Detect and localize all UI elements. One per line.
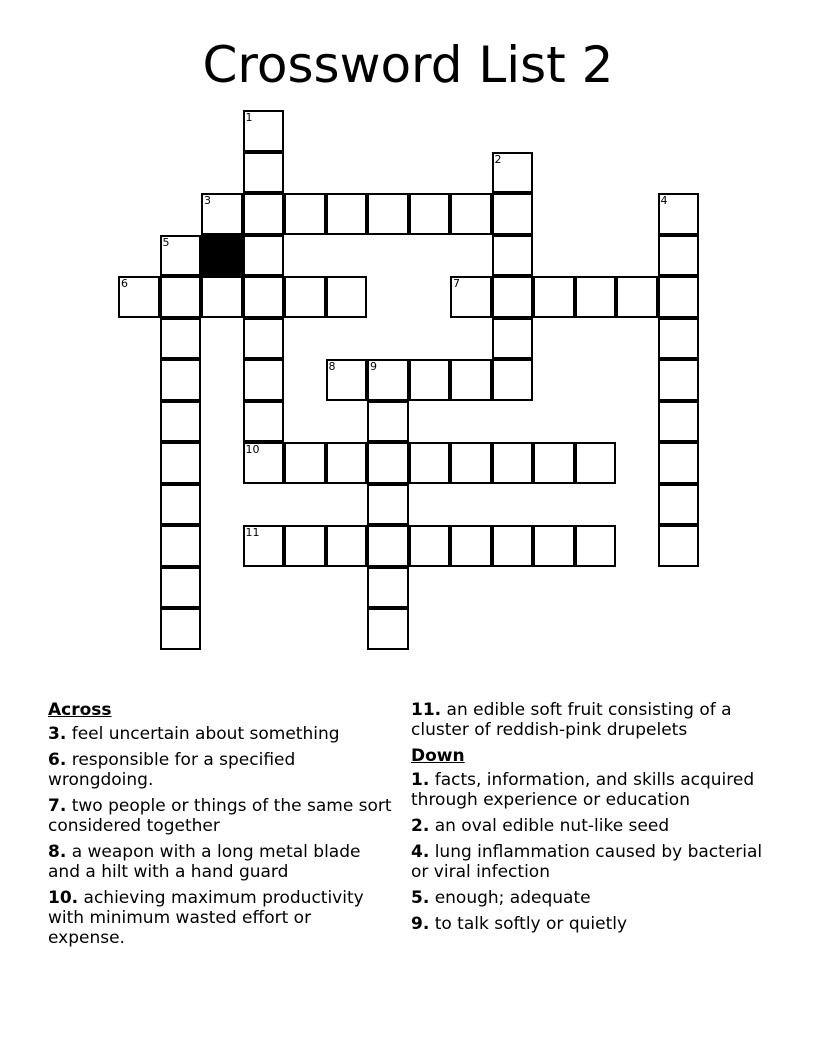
grid-cell[interactable] [450, 359, 492, 401]
clue-down-2 [411, 816, 776, 836]
grid-cell[interactable] [160, 401, 202, 443]
grid-cell[interactable] [616, 276, 658, 318]
grid-cell[interactable] [658, 276, 700, 318]
clue-text: feel uncertain about something [71, 724, 340, 744]
grid-cell[interactable] [492, 318, 534, 360]
grid-cell[interactable] [243, 276, 285, 318]
grid-cell[interactable] [326, 193, 368, 235]
grid-cell[interactable] [450, 442, 492, 484]
clue-across-3 [48, 724, 393, 744]
cell-number: 1 [245, 111, 253, 124]
cell-number: 10 [245, 443, 260, 456]
across-heading: Across [48, 700, 112, 720]
clue-text: an oval edible nut-like seed [434, 816, 670, 836]
grid-cell[interactable] [326, 359, 368, 401]
grid-cell[interactable] [492, 442, 534, 484]
grid-cell[interactable] [284, 276, 326, 318]
grid-cell[interactable] [326, 276, 368, 318]
grid-cell[interactable] [243, 442, 285, 484]
black-cell [201, 235, 243, 277]
cell-number: 6 [121, 277, 128, 290]
grid-cell[interactable] [160, 235, 202, 277]
clue-number: 11. [411, 700, 442, 720]
grid-cell[interactable] [492, 525, 534, 567]
cell-number: 7 [453, 277, 460, 290]
clue-text: lung inflammation caused by bacterial or viral infection [411, 842, 763, 882]
grid-cell[interactable] [533, 525, 575, 567]
clue-across-7 [48, 796, 393, 836]
grid-cell[interactable] [367, 442, 409, 484]
clue-number: 6. [48, 750, 67, 770]
grid-cell[interactable] [160, 608, 202, 650]
grid-cell[interactable] [575, 525, 617, 567]
grid-cell[interactable] [658, 359, 700, 401]
clue-number: 8. [48, 842, 67, 862]
clue-number: 1. [411, 770, 430, 790]
grid-cell[interactable] [201, 193, 243, 235]
grid-cell[interactable] [160, 442, 202, 484]
grid-cell[interactable] [533, 276, 575, 318]
clue-text: achieving maximum productivity with minimum wasted effort or expense. [48, 888, 364, 948]
grid-cell[interactable] [658, 442, 700, 484]
grid-cell[interactable] [243, 525, 285, 567]
clue-text: two people or things of the same sort considered together [48, 796, 392, 836]
clue-number: 4. [411, 842, 430, 862]
grid-cell[interactable] [658, 318, 700, 360]
clue-number: 9. [411, 914, 430, 934]
grid-cell[interactable] [367, 484, 409, 526]
clue-across-8 [48, 842, 393, 882]
grid-cell[interactable] [160, 525, 202, 567]
clue-number: 10. [48, 888, 79, 908]
clues-left-column [48, 700, 393, 954]
grid-cell[interactable] [492, 193, 534, 235]
clue-text: facts, information, and skills acquired through experience or education [411, 770, 755, 810]
grid-cell[interactable] [575, 442, 617, 484]
grid-cell[interactable] [575, 276, 617, 318]
grid-cell[interactable] [243, 401, 285, 443]
grid-cell[interactable] [243, 235, 285, 277]
grid-cell[interactable] [367, 193, 409, 235]
grid-cell[interactable] [243, 110, 285, 152]
clue-text: a weapon with a long metal blade and a hilt with a hand guard [48, 842, 361, 882]
grid-cell[interactable] [450, 193, 492, 235]
page-title: Crossword List 2 [202, 36, 614, 94]
cell-number: 8 [328, 360, 336, 373]
grid-cell[interactable] [326, 525, 368, 567]
grid-cell[interactable] [658, 525, 700, 567]
grid-cell[interactable] [160, 276, 202, 318]
cell-number: 11 [245, 526, 260, 539]
grid-cell[interactable] [326, 442, 368, 484]
grid-cell[interactable] [658, 401, 700, 443]
clue-across-11 [411, 700, 776, 740]
grid-cell[interactable] [243, 152, 285, 194]
cell-number: 2 [494, 152, 502, 166]
down-heading: Down [411, 746, 465, 766]
grid-cell[interactable] [533, 442, 575, 484]
cell-number: 9 [370, 360, 377, 373]
grid-cell[interactable] [160, 318, 202, 360]
clue-number: 5. [411, 888, 430, 908]
grid-cell[interactable] [160, 359, 202, 401]
clue-text: responsible for a specified wrongdoing. [48, 750, 296, 790]
grid-cell[interactable] [243, 318, 285, 360]
clue-text: to talk softly or quietly [434, 914, 628, 934]
grid-cell[interactable] [492, 152, 534, 194]
grid-cell[interactable] [450, 276, 492, 318]
grid-cell[interactable] [201, 276, 243, 318]
grid-cell[interactable] [367, 359, 409, 401]
grid-cell[interactable] [658, 235, 700, 277]
grid-cell[interactable] [284, 193, 326, 235]
clue-number: 7. [48, 796, 67, 816]
grid-cell[interactable] [492, 359, 534, 401]
clue-text: enough; adequate [434, 888, 591, 908]
clue-number: 2. [411, 816, 430, 836]
grid-cell[interactable] [658, 484, 700, 526]
cell-number: 5 [162, 235, 170, 249]
clue-down-1 [411, 770, 776, 810]
grid-cell[interactable] [492, 235, 534, 277]
grid-cell[interactable] [492, 276, 534, 318]
grid-cell[interactable] [243, 193, 285, 235]
grid-cell[interactable] [284, 442, 326, 484]
grid-cell[interactable] [243, 359, 285, 401]
cell-number: 4 [660, 194, 668, 207]
clue-down-4 [411, 842, 776, 882]
grid-cell[interactable] [409, 525, 451, 567]
grid-cell[interactable] [367, 567, 409, 609]
grid-cell[interactable] [409, 442, 451, 484]
grid-cell[interactable] [367, 525, 409, 567]
grid-cell[interactable] [409, 359, 451, 401]
clue-number: 3. [48, 724, 67, 744]
clue-across-6 [48, 750, 393, 790]
clue-text: an edible soft fruit consisting of a cluster of reddish-pink drupelets [411, 700, 732, 740]
clue-across-10 [48, 888, 393, 948]
clues-right-column [411, 700, 776, 940]
grid-cell[interactable] [284, 525, 326, 567]
grid-cell[interactable] [160, 484, 202, 526]
grid-cell[interactable] [118, 276, 160, 318]
grid-cell[interactable] [409, 193, 451, 235]
clue-down-5 [411, 888, 776, 908]
grid-cell[interactable] [367, 401, 409, 443]
grid-cell[interactable] [367, 608, 409, 650]
clue-down-9 [411, 914, 776, 934]
grid-cell[interactable] [450, 525, 492, 567]
grid-cell[interactable] [658, 193, 700, 235]
grid-cell[interactable] [160, 567, 202, 609]
cell-number: 3 [204, 194, 211, 207]
